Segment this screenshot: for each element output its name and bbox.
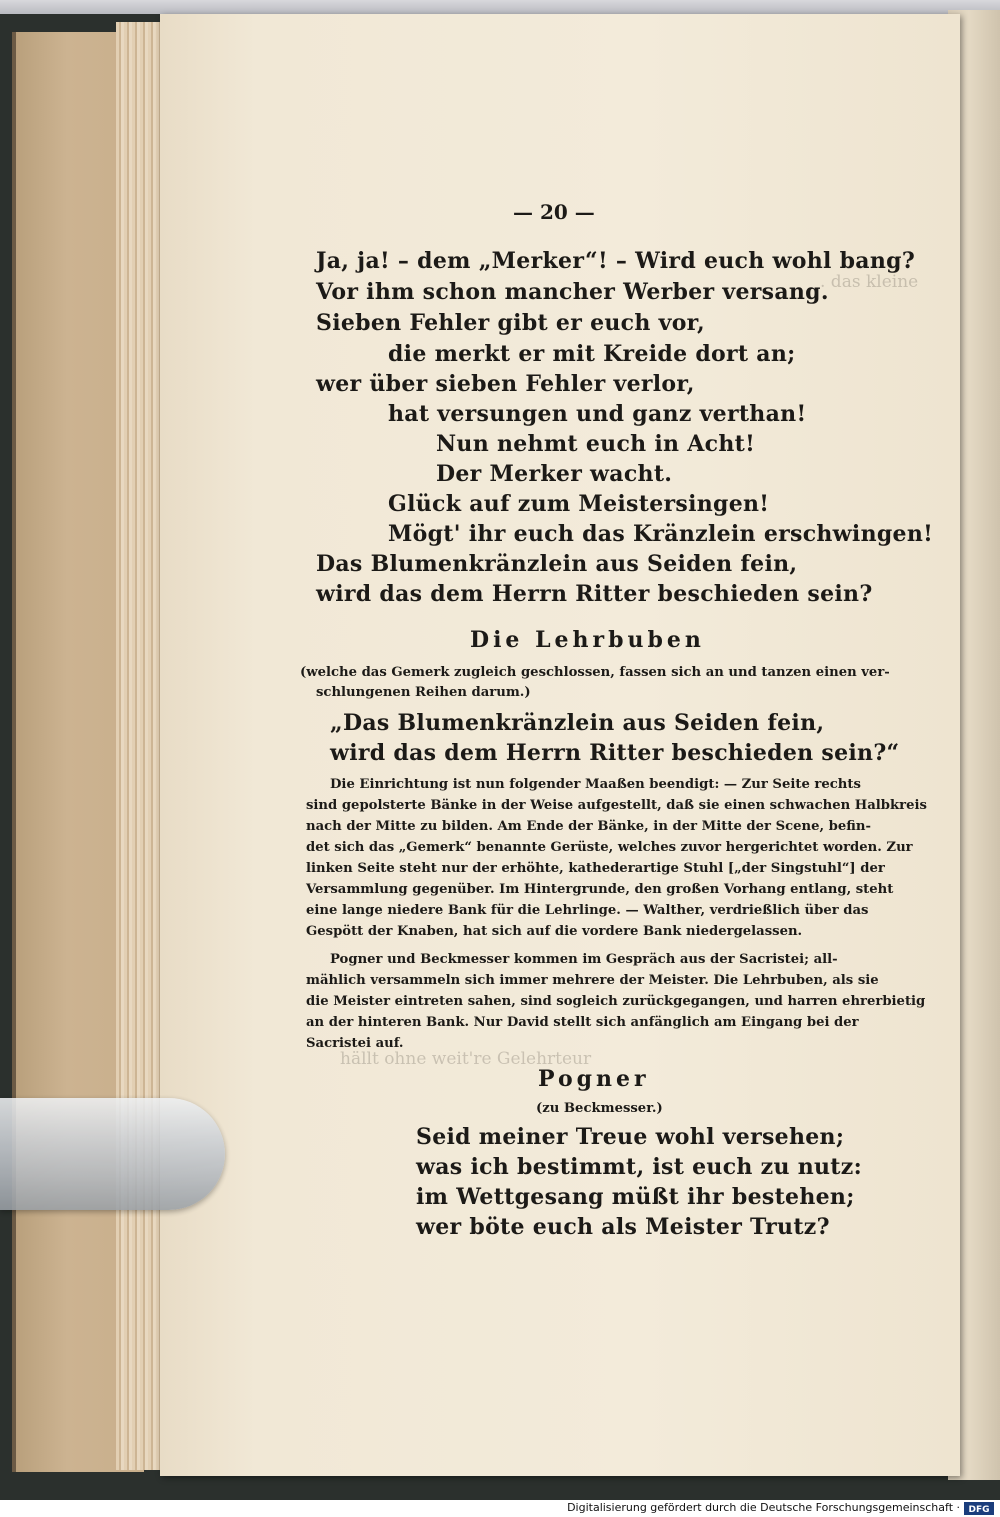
stage-direction: (welche das Gemerk zugleich geschlossen, fassen sich an und tanzen einen ver- [300, 665, 890, 680]
verse-line: Ja, ja! – dem „Merker“! – Wird euch wohl bang? [316, 248, 916, 274]
stage-text: Versammlung gegenüber. Im Hintergrunde, den großen Vorhang entlang, steht [306, 882, 894, 897]
verse-line: wer über sieben Fehler verlor, [316, 371, 695, 397]
stage-text: an der hinteren Bank. Nur David stellt sich anfänglich am Eingang bei der [306, 1015, 859, 1030]
stage-direction: (zu Beckmesser.) [536, 1101, 663, 1116]
stage-text: die Meister eintreten sahen, sind sogleich zurückgegangen, und harren ehrerbietig [306, 994, 926, 1009]
verse-line: Seid meiner Treue wohl versehen; [416, 1124, 845, 1150]
stage-text: eine lange niedere Bank für die Lehrlinge. — Walther, verdrießlich über das [306, 903, 869, 918]
verse-line: im Wettgesang müßt ihr bestehen; [416, 1184, 855, 1210]
verse-line: Sieben Fehler gibt er euch vor, [316, 310, 705, 336]
verse-line: Mögt' ihr euch das Kränzlein erschwingen! [388, 521, 934, 547]
verse-line: Glück auf zum Meistersingen! [388, 491, 770, 517]
verse-line: „Das Blumenkränzlein aus Seiden fein, [330, 710, 825, 736]
verse-line: Vor ihm schon mancher Werber versang. [316, 279, 829, 305]
stage-text: det sich das „Gemerk“ benannte Gerüste, welches zuvor hergerichtet worden. Zur [306, 840, 913, 855]
verse-line: wird das dem Herrn Ritter beschieden sein?“ [330, 740, 900, 766]
stage-text: Sacristei auf. [306, 1036, 404, 1051]
show-through-text: . das kleine [820, 272, 919, 292]
stage-text: Die Einrichtung ist nun folgender Maaßen beendigt: — Zur Seite rechts [330, 777, 861, 792]
stage-text: sind gepolsterte Bänke in der Weise aufgestellt, daß sie einen schwachen Halbkreis [306, 798, 927, 813]
speaker-heading: Die Lehrbuben [470, 627, 705, 653]
verse-line: was ich bestimmt, ist euch zu nutz: [416, 1154, 862, 1180]
stage-text: mählich versammeln sich immer mehrere der Meister. Die Lehrbuben, als sie [306, 973, 879, 988]
dfg-logo-icon [964, 1502, 994, 1515]
stage-text: nach der Mitte zu bilden. Am Ende der Bänke, in der Mitte der Scene, befin- [306, 819, 871, 834]
verse-line: Das Blumenkränzlein aus Seiden fein, [316, 551, 798, 577]
verse-line: Nun nehmt euch in Acht! [436, 431, 756, 457]
speaker-heading: Pogner [538, 1066, 650, 1092]
verse-line: Der Merker wacht. [436, 461, 673, 487]
verse-line: die merkt er mit Kreide dort an; [388, 341, 796, 367]
verse-line: wird das dem Herrn Ritter beschieden sein? [316, 581, 873, 607]
verse-line: hat versungen und ganz verthan! [388, 401, 807, 427]
show-through-text: hällt ohne weit're Gelehrteur [340, 1049, 592, 1069]
verse-line: wer böte euch als Meister Trutz? [416, 1214, 830, 1240]
footer-bar [0, 1500, 1000, 1517]
stage-text: Gespött der Knaben, hat sich auf die vordere Bank niedergelassen. [306, 924, 803, 939]
dfg-logo-text: DFG [968, 1505, 990, 1515]
stage-direction: schlungenen Reihen darum.) [316, 685, 531, 700]
footer-credit: Digitalisierung gefördert durch die Deutsche Forschungsgemeinschaft · [567, 1501, 960, 1514]
stage-text: Pogner und Beckmesser kommen im Gespräch aus der Sacristei; all- [330, 952, 838, 967]
stage-text: linken Seite steht nur der erhöhte, kathederartige Stuhl [„der Singstuhl“] der [306, 861, 885, 876]
page-number: — 20 — [513, 200, 595, 224]
plastic-page-clip [0, 1098, 225, 1210]
